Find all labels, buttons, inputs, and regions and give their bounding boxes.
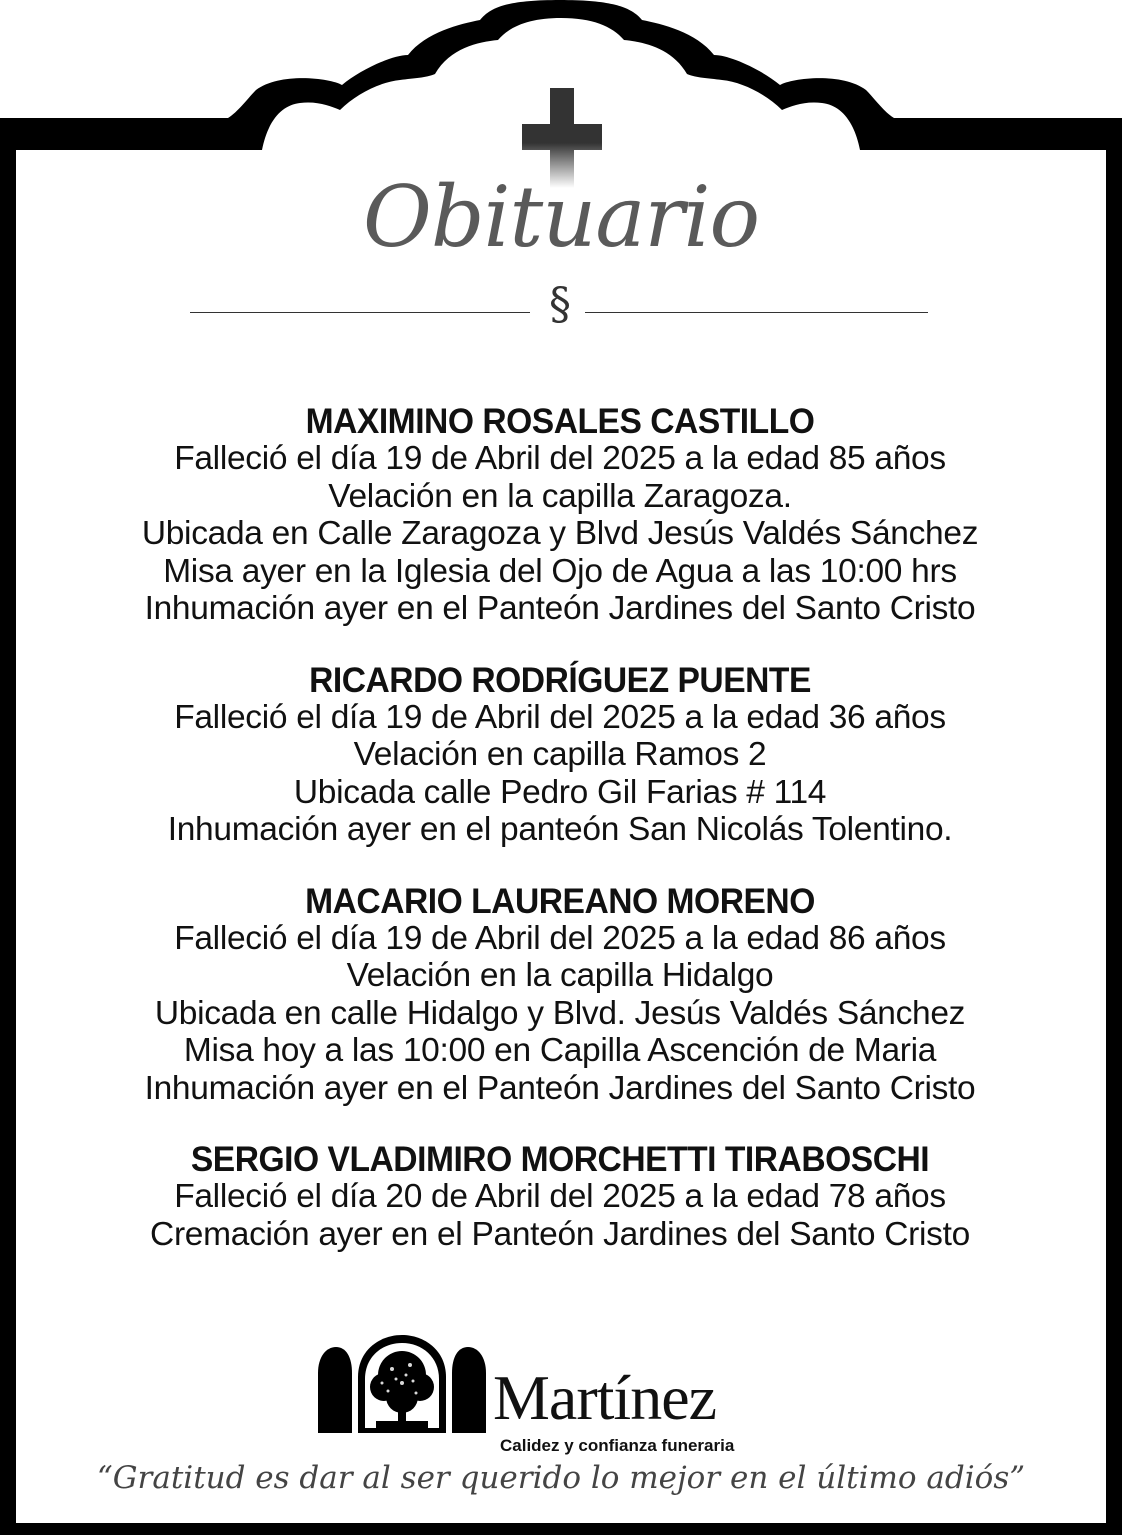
deceased-name: SERGIO VLADIMIRO MORCHETTI TIRABOSCHI [190,1140,930,1179]
divider-left [190,312,530,313]
entry-line: Misa ayer en la Iglesia del Ojo de Agua a las 10:00 hrs [163,552,957,590]
divider-right [585,312,928,313]
funeral-home-name: Martínez [493,1362,716,1433]
entry-line: Falleció el día 19 de Abril del 2025 a la edad 85 años [174,440,946,477]
obituary-list [40,403,1080,1287]
entry-line: Misa hoy a las 10:00 en Capilla Ascención de Maria [183,1032,937,1069]
obituary-entry [40,662,1080,849]
entry-line: Ubicada en calle Hidalgo y Blvd. Jesús Valdés Sánchez [154,994,966,1032]
page-title: Obituario [362,168,760,266]
entry-line: Ubicada calle Pedro Gil Farias # 114 [293,773,827,811]
funeral-home-logo-icon [318,1335,486,1435]
section-ornament-icon: § [549,279,571,330]
entry-line: Falleció el día 19 de Abril del 2025 a la edad 86 años [174,919,946,957]
obituary-entry [40,403,1080,628]
entry-line: Inhumación ayer en el Panteón Jardines del Santo Cristo [144,1069,976,1107]
deceased-name: MACARIO LAUREANO MORENO [305,881,815,921]
entry-line: Cremación ayer en el Panteón Jardines del Santo Cristo [150,1215,970,1253]
entry-line: Ubicada en Calle Zaragoza y Blvd Jesús Valdés Sánchez [141,515,979,552]
funeral-home-tagline: Calidez y confianza funeraria [500,1436,735,1455]
obituary-entry [40,1141,1080,1253]
entry-line: Velación en la capilla Hidalgo [346,957,774,994]
deceased-name: RICARDO RODRÍGUEZ PUENTE [309,660,811,700]
deceased-name: MAXIMINO ROSALES CASTILLO [305,402,815,441]
entry-line: Velación en la capilla Zaragoza. [328,477,792,515]
entry-line: Inhumación ayer en el panteón San Nicolás Tolentino. [167,811,953,848]
entry-line: Falleció el día 20 de Abril del 2025 a la edad 78 años [174,1178,946,1215]
entry-line: Velación en capilla Ramos 2 [353,736,767,773]
footer-motto: “Gratitud es dar al ser querido lo mejor en el último adiós” [96,1460,1026,1496]
entry-line: Inhumación ayer en el Panteón Jardines del Santo Cristo [144,590,976,627]
entry-line: Falleció el día 19 de Abril del 2025 a la edad 36 años [174,698,946,736]
obituary-entry [40,883,1080,1108]
